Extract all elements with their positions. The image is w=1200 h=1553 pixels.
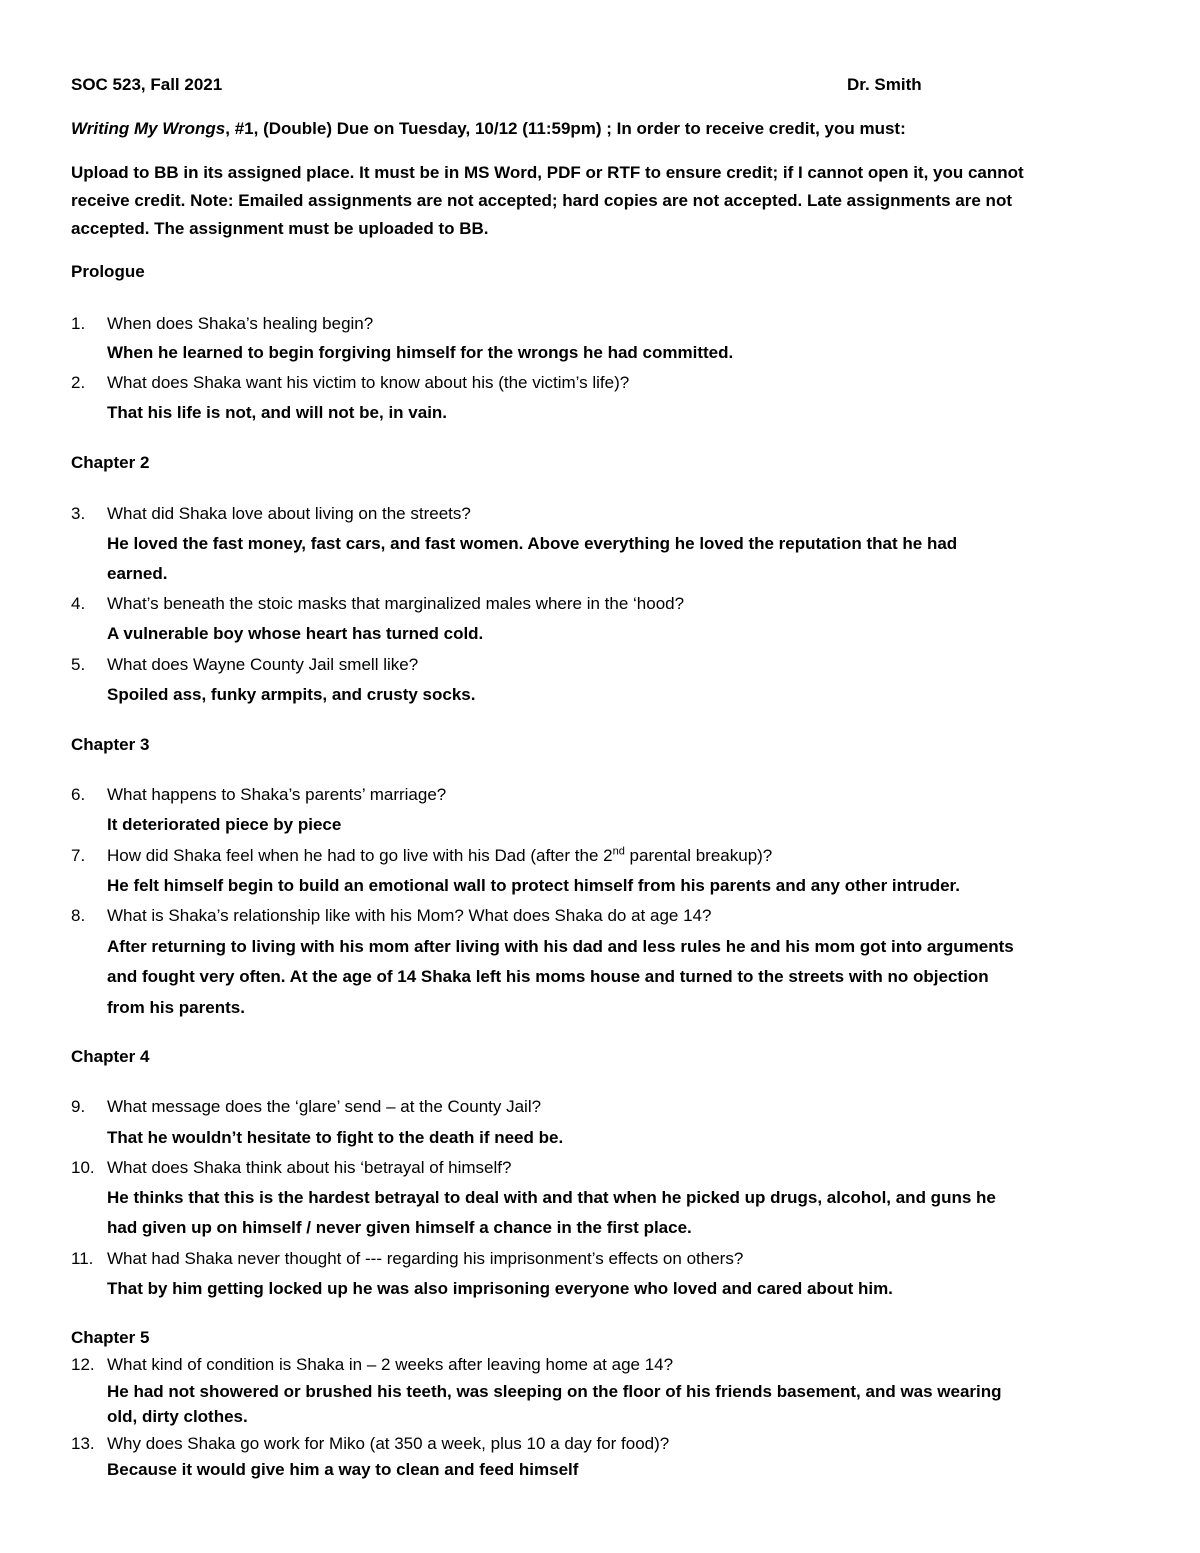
section-heading-prologue: Prologue	[71, 262, 145, 281]
section-heading-chapter-2: Chapter 2	[71, 453, 150, 472]
question-text: What kind of condition is Shaka in – 2 weeks after leaving home at age 14?	[107, 1355, 674, 1374]
answer-text: That by him getting locked up he was also imprisoning everyone who loved and cared about him.	[107, 1279, 893, 1298]
question-text	[107, 845, 772, 867]
answer-text: and fought very often. At the age of 14 Shaka left his moms house and turned to the streets with no objection	[107, 967, 989, 986]
answer-text: After returning to living with his mom after living with his dad and less rules he and his mom got into arguments	[107, 937, 1014, 956]
answer-text: A vulnerable boy whose heart has turned cold.	[107, 624, 484, 643]
question-number: 3.	[71, 504, 86, 523]
section-heading-chapter-5: Chapter 5	[71, 1328, 150, 1347]
assignment-details: , #1, (Double) Due on Tuesday, 10/12 (11:59pm) ; In order to receive credit, you must:	[225, 119, 906, 138]
question-number: 12.	[71, 1355, 95, 1374]
section-heading-chapter-3: Chapter 3	[71, 735, 150, 754]
question-number: 7.	[71, 846, 86, 865]
question-number: 6.	[71, 785, 86, 804]
question-number: 1.	[71, 314, 86, 333]
question-text: What happens to Shaka’s parents’ marriage?	[107, 785, 447, 804]
question-text: What did Shaka love about living on the streets?	[107, 504, 471, 523]
question-number: 5.	[71, 655, 86, 674]
section-heading-chapter-4: Chapter 4	[71, 1047, 150, 1066]
answer-text: He thinks that this is the hardest betrayal to deal with and that when he picked up drugs, alcohol, and guns he	[107, 1188, 996, 1207]
question-text: What does Shaka think about his ‘betrayal of himself?	[107, 1158, 512, 1177]
question-number: 11.	[71, 1249, 94, 1268]
question-text: What message does the ‘glare’ send – at the County Jail?	[107, 1097, 542, 1116]
course-title: SOC 523, Fall 2021	[71, 75, 223, 94]
question-number: 13.	[71, 1434, 95, 1453]
question-text: What’s beneath the stoic masks that marginalized males where in the ‘hood?	[107, 594, 685, 613]
question-number: 10.	[71, 1158, 95, 1177]
answer-text: It deteriorated piece by piece	[107, 815, 342, 834]
answer-text: from his parents.	[107, 998, 245, 1017]
question-text: What had Shaka never thought of --- regarding his imprisonment’s effects on others?	[107, 1249, 744, 1268]
instructions-line: accepted. The assignment must be uploaded to BB.	[71, 219, 489, 238]
answer-text: He felt himself begin to build an emotional wall to protect himself from his parents and any other intruder.	[107, 876, 960, 895]
question-number: 4.	[71, 594, 86, 613]
answer-text: When he learned to begin forgiving himself for the wrongs he had committed.	[107, 343, 734, 362]
question-number: 2.	[71, 373, 86, 392]
answer-text: He had not showered or brushed his teeth, was sleeping on the floor of his friends basement, and was wearing	[107, 1382, 1002, 1401]
question-text-part: parental breakup)?	[624, 846, 773, 865]
instructor-name: Dr. Smith	[847, 75, 922, 94]
book-title: Writing My Wrongs	[71, 119, 226, 138]
question-text: What does Shaka want his victim to know about his (the victim’s life)?	[107, 373, 630, 392]
answer-text: That his life is not, and will not be, in vain.	[107, 403, 448, 422]
question-text-part: How did Shaka feel when he had to go live with his Dad (after the 2	[107, 846, 613, 865]
answer-text: That he wouldn’t hesitate to fight to the death if need be.	[107, 1128, 564, 1147]
answer-text: Because it would give him a way to clean and feed himself	[107, 1460, 579, 1479]
instructions-line: Upload to BB in its assigned place. It must be in MS Word, PDF or RTF to ensure credit; if I cannot open it, you cannot	[71, 163, 1024, 182]
answer-text: old, dirty clothes.	[107, 1407, 248, 1426]
question-text: What does Wayne County Jail smell like?	[107, 655, 419, 674]
answer-text: Spoiled ass, funky armpits, and crusty socks.	[107, 685, 476, 704]
question-text: When does Shaka’s healing begin?	[107, 314, 374, 333]
answer-text: had given up on himself / never given himself a chance in the first place.	[107, 1218, 692, 1237]
answer-text: earned.	[107, 564, 168, 583]
assignment-line	[71, 118, 906, 140]
answer-text: He loved the fast money, fast cars, and fast women. Above everything he loved the reputation that he had	[107, 534, 958, 553]
ordinal-suffix: nd	[612, 845, 625, 858]
question-text: Why does Shaka go work for Miko (at 350 a week, plus 10 a day for food)?	[107, 1434, 670, 1453]
instructions-line: receive credit. Note: Emailed assignments are not accepted; hard copies are not accepted. Late assignments are not	[71, 191, 1012, 210]
question-number: 8.	[71, 906, 86, 925]
question-text: What is Shaka’s relationship like with his Mom? What does Shaka do at age 14?	[107, 906, 712, 925]
question-number: 9.	[71, 1097, 86, 1116]
